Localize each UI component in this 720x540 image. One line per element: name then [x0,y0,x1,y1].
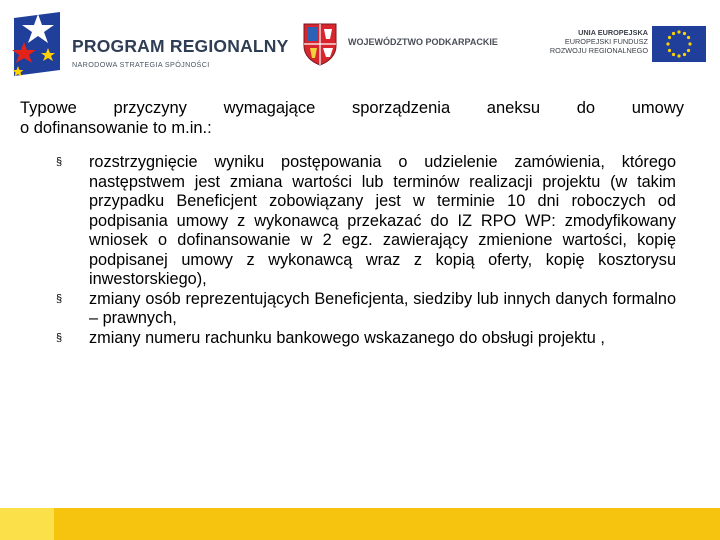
eu-text-block [550,28,648,55]
eu-logo [540,22,712,66]
footer-accent [0,508,54,540]
star-flag-icon [8,8,68,80]
region-logo [302,22,522,66]
eu-flag-icon [652,26,706,62]
reasons-list [56,153,676,348]
eu-line-3: ROZWOJU REGIONALNEGO [549,46,648,55]
list-item [56,290,676,329]
bullet-marker: § [56,292,63,305]
list-item [56,329,676,349]
intro-line-1: Typowe przyczyny wymagające sporządzenia aneksu do umowy [20,99,684,117]
list-item-text: rozstrzygnięcie wyniku postępowania o udzielenie zamówienia, którego następstwem jest zmiana wartości lub terminów realizacji projektu (w takim przypadku Beneficjent zobowiązany jest w terminie 10 dni roboczych od podpisania umowy z wykonawcą przekazać do IZ RPO WP: zmodyfikowany wniosek o dofinansowanie w 2 egz. zawierający zmienione wartości, kopię podpisanej umowy z wykonawcą wraz z kopią oferty, kopię kosztorysu inwestorskiego), [89,153,676,288]
coat-of-arms-icon [302,22,338,66]
eu-line-1: UNIA EUROPEJSKA [578,28,648,37]
intro-line-2: o dofinansowanie to m.in.: [20,119,212,137]
list-item-text: zmiany numeru rachunku bankowego wskazanego do obsługi projektu , [89,328,605,347]
bullet-marker: § [56,156,63,168]
eu-line-2: EUROPEJSKI FUNDUSZ [564,37,648,46]
program-subtitle: NARODOWA STRATEGIA SPÓJNOŚCI [72,60,210,69]
program-regionalny-logo [8,8,289,80]
list-item-text: zmiany osób reprezentujących Beneficjenta, siedziby lub innych danych formalno – prawnych, [89,289,676,327]
list-item [56,153,676,290]
bullet-marker: § [56,331,63,344]
intro-paragraph [20,98,684,138]
region-name: WOJEWÓDZTWO PODKARPACKIE [348,37,498,47]
footer-bar [0,508,720,540]
program-title: PROGRAM REGIONALNY [72,36,289,56]
